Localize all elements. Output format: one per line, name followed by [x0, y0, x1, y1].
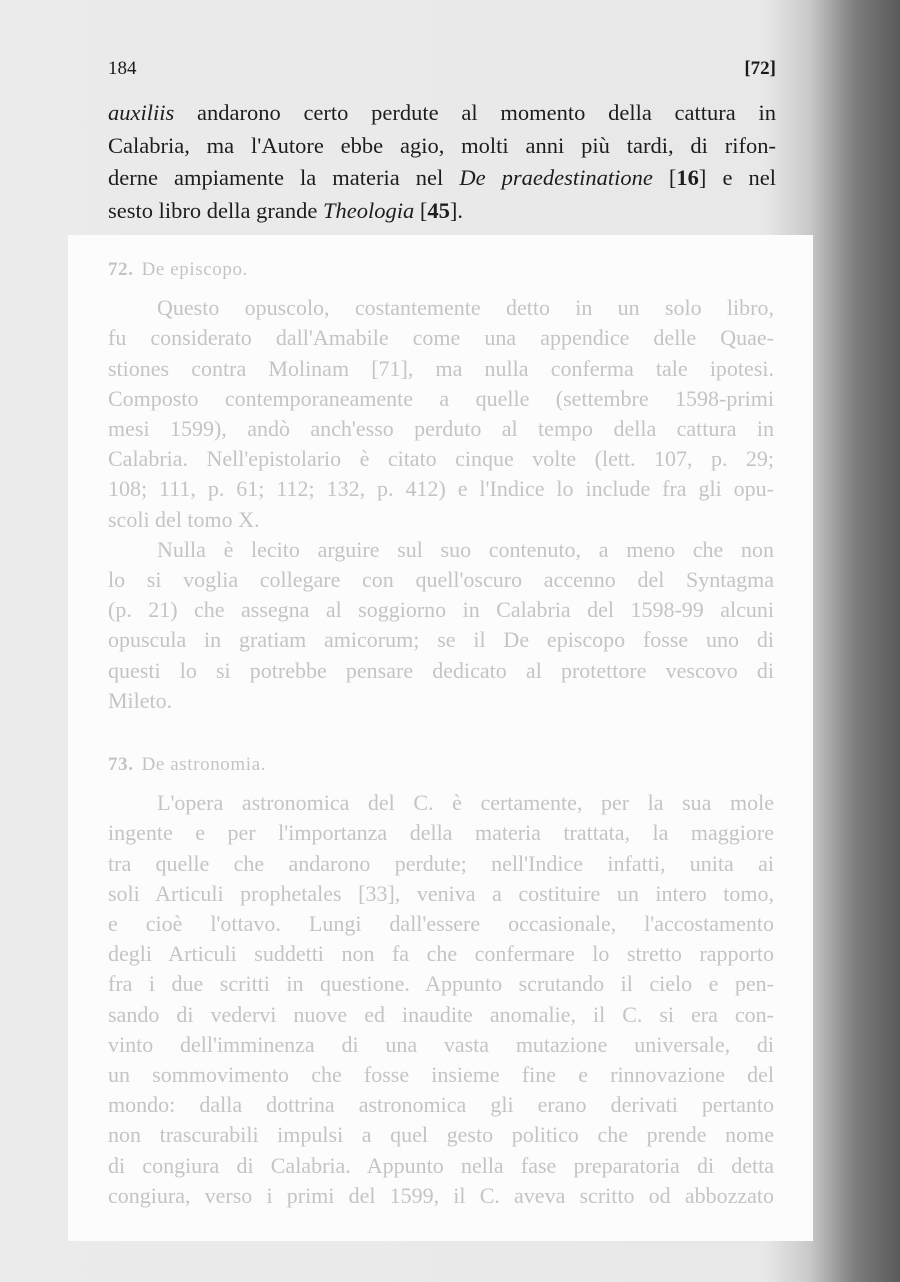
text-line: L'opera astronomica del C. è certamente, per la sua mole — [157, 790, 774, 816]
text-line: mesi 1599), andò anch'esso perduto al tempo della cattura in — [108, 416, 774, 442]
text-line: mondo: dalla dottrina astronomica gli erano derivati pertanto — [108, 1092, 774, 1118]
text-line: degli Articuli suddetti non fa che confermare lo stretto rapporto — [108, 941, 774, 967]
section-73 — [108, 750, 774, 1211]
text-line: non trascurabili impulsi a quel gesto politico che prende nome — [108, 1122, 774, 1148]
running-head — [108, 58, 776, 84]
text-line: e cioè l'ottavo. Lungi dall'essere occasionale, l'accostamento — [108, 911, 774, 937]
text-line: Nulla è lecito arguire sul suo contenuto, a meno che non — [157, 536, 774, 562]
text-line: questi lo si potrebbe pensare dedicato al protettore vescovo di — [108, 657, 774, 683]
text-line: scoli del tomo X. — [108, 506, 260, 532]
text-line: Mileto. — [108, 687, 173, 713]
text-line: vinto dell'imminenza di una vasta mutazione universale, di — [108, 1031, 774, 1057]
section-heading — [108, 255, 774, 285]
section-reference: [72] — [744, 58, 776, 79]
text-line: stiones contra Molinam [71], ma nulla conferma tale ipotesi. — [108, 355, 774, 381]
text-line: Calabria, ma l'Autore ebbe agio, molti anni più tardi, di rifon- — [108, 132, 776, 158]
top-paragraph — [108, 97, 776, 227]
text-line: 108; 111, p. 61; 112; 132, p. 412) e l'Indice lo include fra gli opu- — [108, 476, 774, 502]
section-heading — [108, 750, 774, 780]
text-line: derne ampiamente la materia nel De praedestinatione [16] e nel — [108, 165, 776, 190]
section-72 — [108, 255, 774, 716]
text-line: opuscula in gratiam amicorum; se il De episcopo fosse uno di — [108, 627, 774, 653]
text-line: Questo opuscolo, costantemente detto in un solo libro, — [157, 295, 774, 321]
text-line: Calabria. Nell'epistolario è citato cinque volte (lett. 107, p. 29; — [108, 446, 774, 472]
section-number: 73. — [108, 754, 134, 775]
text-line: Composto contemporaneamente a quelle (settembre 1598-primi — [108, 385, 774, 411]
text-line: soli Articuli prophetales [33], veniva a costituire un intero tomo, — [108, 880, 774, 906]
text-line: fra i due scritti in questione. Appunto scrutando il cielo e pen- — [108, 971, 774, 997]
text-line: sando di vedervi nuove ed inaudite anomalie, il C. si era con- — [108, 1001, 774, 1027]
text-line: lo si voglia collegare con quell'oscuro accenno del Syntagma — [108, 567, 774, 593]
section-title: De astronomia. — [141, 754, 267, 775]
text-line: di congiura di Calabria. Appunto nella fase preparatoria di detta — [108, 1152, 774, 1178]
text-line: fu considerato dall'Amabile come una appendice delle Quae- — [108, 325, 774, 351]
text-line: sesto libro della grande Theologia [45]. — [108, 197, 463, 223]
page-number: 184 — [108, 58, 137, 79]
section-number: 72. — [108, 259, 134, 280]
text-line: tra quelle che andarono perdute; nell'Indice infatti, unita ai — [108, 850, 774, 876]
text-line: (p. 21) che assegna al soggiorno in Calabria del 1598-99 alcuni — [108, 597, 774, 623]
text-line: auxiliis andarono certo perdute al momento della cattura in — [108, 100, 776, 125]
section-title: De episcopo. — [141, 259, 248, 280]
text-line: un sommovimento che fosse insieme fine e rinnovazione del — [108, 1062, 774, 1088]
text-line: ingente e per l'importanza della materia trattata, la maggiore — [108, 820, 774, 846]
text-line: congiura, verso i primi del 1599, il C. aveva scritto od abbozzato — [108, 1182, 774, 1208]
